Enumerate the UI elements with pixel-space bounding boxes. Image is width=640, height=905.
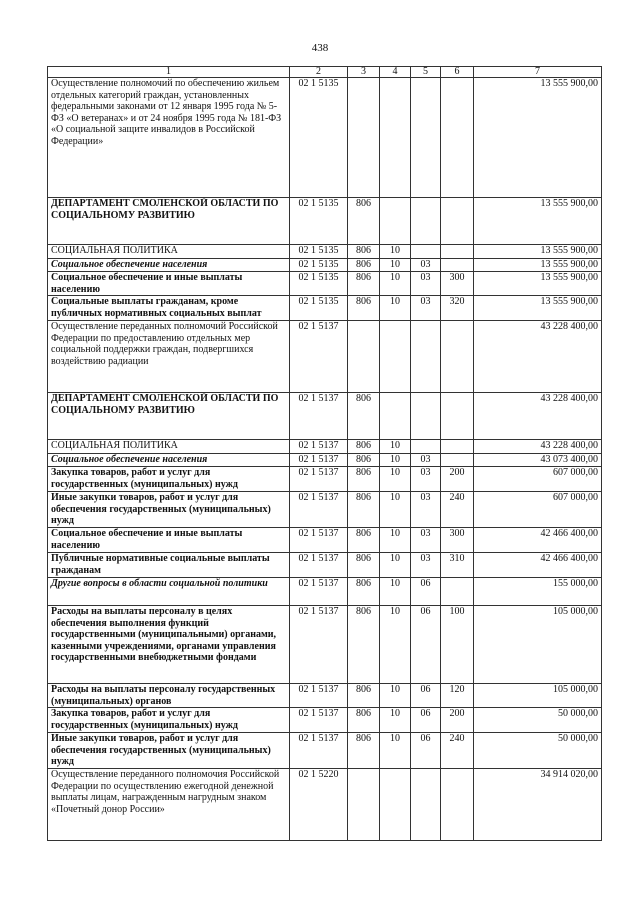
row-name: Социальное обеспечение и иные выплаты населению — [48, 528, 290, 553]
row-amount: 50 000,00 — [474, 708, 602, 733]
row-target-code: 02 1 5137 — [290, 467, 348, 492]
row-department-code: 806 — [348, 684, 380, 708]
header-row — [48, 67, 602, 78]
row-subsection-code: 03 — [411, 259, 441, 272]
row-target-code: 02 1 5137 — [290, 578, 348, 606]
row-expense-type-code — [441, 578, 474, 606]
row-subsection-code: 03 — [411, 454, 441, 467]
row-expense-type-code: 100 — [441, 606, 474, 684]
row-expense-type-code: 300 — [441, 272, 474, 296]
row-amount: 13 555 900,00 — [474, 198, 602, 245]
row-expense-type-code: 310 — [441, 553, 474, 578]
row-expense-type-code: 200 — [441, 467, 474, 492]
table-row — [48, 454, 602, 467]
row-name: Иные закупки товаров, работ и услуг для обеспечения государственных (муниципальных) нужд — [48, 733, 290, 769]
row-section-code — [380, 393, 411, 440]
row-amount: 105 000,00 — [474, 606, 602, 684]
row-name: Социальные выплаты гражданам, кроме публичных нормативных социальных выплат — [48, 296, 290, 321]
row-expense-type-code: 300 — [441, 528, 474, 553]
table-row — [48, 606, 602, 684]
row-target-code: 02 1 5137 — [290, 393, 348, 440]
row-section-code: 10 — [380, 467, 411, 492]
budget-table — [47, 66, 602, 841]
row-department-code: 806 — [348, 198, 380, 245]
row-expense-type-code — [441, 393, 474, 440]
row-subsection-code: 03 — [411, 467, 441, 492]
row-department-code: 806 — [348, 467, 380, 492]
row-target-code: 02 1 5137 — [290, 553, 348, 578]
row-name: Публичные нормативные социальные выплаты гражданам — [48, 553, 290, 578]
row-section-code: 10 — [380, 259, 411, 272]
row-target-code: 02 1 5135 — [290, 296, 348, 321]
row-section-code: 10 — [380, 578, 411, 606]
row-subsection-code — [411, 78, 441, 198]
row-subsection-code — [411, 440, 441, 454]
row-name: Иные закупки товаров, работ и услуг для обеспечения государственных (муниципальных) нужд — [48, 492, 290, 528]
row-subsection-code: 06 — [411, 708, 441, 733]
row-target-code: 02 1 5135 — [290, 245, 348, 259]
row-amount: 42 466 400,00 — [474, 528, 602, 553]
row-department-code — [348, 769, 380, 841]
row-subsection-code — [411, 245, 441, 259]
column-header-1: 1 — [48, 67, 290, 78]
row-department-code: 806 — [348, 553, 380, 578]
table-row — [48, 708, 602, 733]
row-name: ДЕПАРТАМЕНТ СМОЛЕНСКОЙ ОБЛАСТИ ПО СОЦИАЛЬНОМУ РАЗВИТИЮ — [48, 393, 290, 440]
table-row — [48, 528, 602, 553]
row-name: Социальное обеспечение населения — [48, 259, 290, 272]
row-subsection-code: 03 — [411, 272, 441, 296]
column-header-6: 6 — [441, 67, 474, 78]
table-row — [48, 467, 602, 492]
row-target-code: 02 1 5137 — [290, 733, 348, 769]
row-department-code: 806 — [348, 578, 380, 606]
table-row — [48, 769, 602, 841]
row-section-code: 10 — [380, 296, 411, 321]
row-name: Закупка товаров, работ и услуг для государственных (муниципальных) нужд — [48, 708, 290, 733]
column-header-5: 5 — [411, 67, 441, 78]
table-row — [48, 393, 602, 440]
row-target-code: 02 1 5137 — [290, 454, 348, 467]
row-department-code: 806 — [348, 245, 380, 259]
row-section-code: 10 — [380, 528, 411, 553]
row-expense-type-code: 240 — [441, 733, 474, 769]
table-row — [48, 578, 602, 606]
row-department-code: 806 — [348, 440, 380, 454]
row-name: СОЦИАЛЬНАЯ ПОЛИТИКА — [48, 440, 290, 454]
row-target-code: 02 1 5137 — [290, 528, 348, 553]
table-body — [48, 78, 602, 841]
row-expense-type-code: 240 — [441, 492, 474, 528]
row-subsection-code — [411, 393, 441, 440]
row-subsection-code — [411, 769, 441, 841]
row-amount: 13 555 900,00 — [474, 245, 602, 259]
column-header-2: 2 — [290, 67, 348, 78]
row-amount: 13 555 900,00 — [474, 78, 602, 198]
table-row — [48, 78, 602, 198]
row-department-code: 806 — [348, 528, 380, 553]
row-department-code: 806 — [348, 733, 380, 769]
table-row — [48, 259, 602, 272]
row-section-code: 10 — [380, 553, 411, 578]
row-section-code: 10 — [380, 272, 411, 296]
row-expense-type-code — [441, 78, 474, 198]
row-department-code — [348, 78, 380, 198]
row-section-code: 10 — [380, 708, 411, 733]
row-department-code: 806 — [348, 296, 380, 321]
table-row — [48, 553, 602, 578]
row-expense-type-code: 200 — [441, 708, 474, 733]
row-name: Осуществление полномочий по обеспечению жильем отдельных категорий граждан, установленных федеральными законами от 12 января 1995 года № 5-ФЗ «О ветеранах» и от 24 ноября 1995 года № 181-ФЗ «О социальной защите инвалидов в Российской Федерации» — [48, 78, 290, 198]
row-name: Осуществление переданных полномочий Российской Федерации по предоставлению отдельных мер социальной поддержки граждан, подвергшихся воздействию радиации — [48, 321, 290, 393]
row-section-code: 10 — [380, 440, 411, 454]
row-name: Осуществление переданного полномочия Российской Федерации по осуществлению ежегодной денежной выплаты лицам, награжденным нагрудным знаком «Почетный донор России» — [48, 769, 290, 841]
row-target-code: 02 1 5137 — [290, 492, 348, 528]
row-amount: 34 914 020,00 — [474, 769, 602, 841]
row-amount: 13 555 900,00 — [474, 272, 602, 296]
row-amount: 607 000,00 — [474, 492, 602, 528]
row-section-code — [380, 769, 411, 841]
table-row — [48, 684, 602, 708]
row-expense-type-code — [441, 769, 474, 841]
row-amount: 43 073 400,00 — [474, 454, 602, 467]
row-department-code: 806 — [348, 708, 380, 733]
row-section-code: 10 — [380, 245, 411, 259]
table-row — [48, 492, 602, 528]
row-name: Расходы на выплаты персоналу в целях обеспечения выполнения функций государственными (муниципальными) органами, казенными учреждениями, органами управления государственными внебюджетными фондами — [48, 606, 290, 684]
row-subsection-code: 03 — [411, 528, 441, 553]
row-target-code: 02 1 5135 — [290, 78, 348, 198]
row-target-code: 02 1 5220 — [290, 769, 348, 841]
table-row — [48, 440, 602, 454]
row-department-code — [348, 321, 380, 393]
row-expense-type-code: 120 — [441, 684, 474, 708]
row-target-code: 02 1 5137 — [290, 606, 348, 684]
row-department-code: 806 — [348, 393, 380, 440]
row-section-code — [380, 78, 411, 198]
row-name: ДЕПАРТАМЕНТ СМОЛЕНСКОЙ ОБЛАСТИ ПО СОЦИАЛЬНОМУ РАЗВИТИЮ — [48, 198, 290, 245]
row-section-code: 10 — [380, 606, 411, 684]
row-expense-type-code — [441, 198, 474, 245]
table-row — [48, 321, 602, 393]
table-row — [48, 245, 602, 259]
row-section-code: 10 — [380, 492, 411, 528]
row-amount: 155 000,00 — [474, 578, 602, 606]
row-section-code: 10 — [380, 684, 411, 708]
row-expense-type-code — [441, 454, 474, 467]
table-row — [48, 272, 602, 296]
column-header-7: 7 — [474, 67, 602, 78]
row-target-code: 02 1 5137 — [290, 321, 348, 393]
row-department-code: 806 — [348, 259, 380, 272]
column-header-3: 3 — [348, 67, 380, 78]
row-expense-type-code — [441, 321, 474, 393]
row-expense-type-code — [441, 259, 474, 272]
row-subsection-code: 06 — [411, 684, 441, 708]
row-section-code: 10 — [380, 454, 411, 467]
row-target-code: 02 1 5135 — [290, 198, 348, 245]
row-subsection-code: 03 — [411, 492, 441, 528]
row-name: Другие вопросы в области социальной политики — [48, 578, 290, 606]
row-section-code: 10 — [380, 733, 411, 769]
page-number: 438 — [311, 42, 329, 54]
row-amount: 105 000,00 — [474, 684, 602, 708]
row-target-code: 02 1 5137 — [290, 440, 348, 454]
row-name: Социальное обеспечение населения — [48, 454, 290, 467]
table-row — [48, 296, 602, 321]
row-target-code: 02 1 5137 — [290, 708, 348, 733]
column-header-4: 4 — [380, 67, 411, 78]
row-amount: 50 000,00 — [474, 733, 602, 769]
row-amount: 13 555 900,00 — [474, 296, 602, 321]
row-amount: 13 555 900,00 — [474, 259, 602, 272]
row-name: Закупка товаров, работ и услуг для государственных (муниципальных) нужд — [48, 467, 290, 492]
row-target-code: 02 1 5135 — [290, 259, 348, 272]
row-expense-type-code: 320 — [441, 296, 474, 321]
row-subsection-code — [411, 321, 441, 393]
row-target-code: 02 1 5137 — [290, 684, 348, 708]
table-row — [48, 733, 602, 769]
row-department-code: 806 — [348, 454, 380, 467]
row-subsection-code — [411, 198, 441, 245]
row-amount: 43 228 400,00 — [474, 440, 602, 454]
row-amount: 43 228 400,00 — [474, 321, 602, 393]
row-section-code — [380, 321, 411, 393]
row-amount: 607 000,00 — [474, 467, 602, 492]
row-subsection-code: 03 — [411, 553, 441, 578]
row-amount: 42 466 400,00 — [474, 553, 602, 578]
row-subsection-code: 03 — [411, 296, 441, 321]
row-subsection-code: 06 — [411, 606, 441, 684]
table-row — [48, 198, 602, 245]
row-amount: 43 228 400,00 — [474, 393, 602, 440]
row-subsection-code: 06 — [411, 578, 441, 606]
row-expense-type-code — [441, 440, 474, 454]
row-name: СОЦИАЛЬНАЯ ПОЛИТИКА — [48, 245, 290, 259]
row-section-code — [380, 198, 411, 245]
row-expense-type-code — [441, 245, 474, 259]
row-name: Социальное обеспечение и иные выплаты населению — [48, 272, 290, 296]
row-department-code: 806 — [348, 272, 380, 296]
row-name: Расходы на выплаты персоналу государственных (муниципальных) органов — [48, 684, 290, 708]
row-subsection-code: 06 — [411, 733, 441, 769]
row-target-code: 02 1 5135 — [290, 272, 348, 296]
row-department-code: 806 — [348, 606, 380, 684]
row-department-code: 806 — [348, 492, 380, 528]
